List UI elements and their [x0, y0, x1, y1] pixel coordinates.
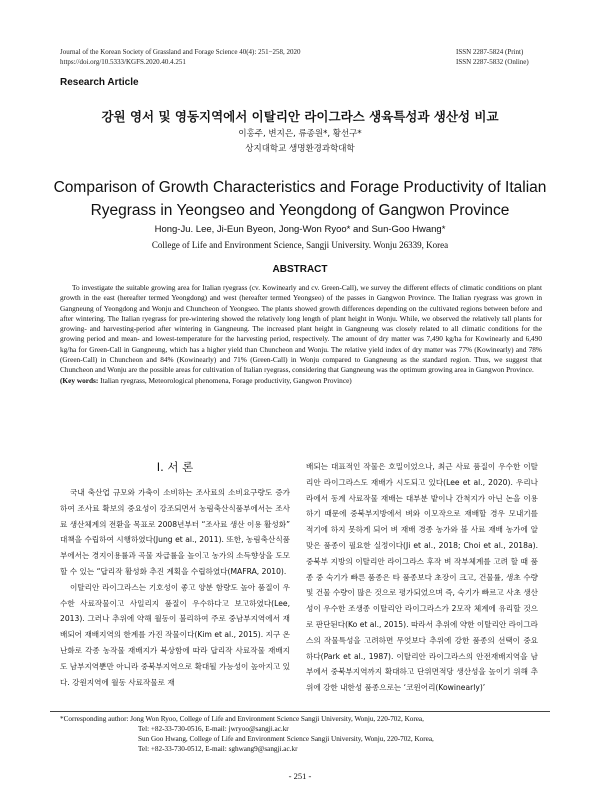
footnote-line-1: *Corresponding author: Jong Won Ryoo, College of Life and Environment Science Sangji University, Wonju, 220-702, Korea, — [60, 715, 424, 723]
keywords-label: (Key words: — [60, 375, 99, 385]
footnote-divider — [50, 711, 550, 712]
intro-paragraph-1: 국내 축산업 규모와 가축이 소비하는 조사료의 소비요구량도 증가하여 조사료 확보의 중요성이 강조되면서 농림축산식품부에서는 조사료 생산체계의 전환을 목표로 2008년부터 “조사료 생산 이용 활성화” 대책을 수립하여 시행하였다(Jung et al., 2011). 또한, 농림축산식품부에서는 경지이용률과 곡물 자급률을 높이고 농가의 소득향상을 도모할 수 있는 “답리작 활성화 추진 계획을 수립하였다(MAFRA, 2010). — [60, 488, 290, 576]
journal-citation: Journal of the Korean Society of Grassland and Forage Science 40(4): 251−258, 2020 — [60, 48, 301, 56]
abstract-text: To investigate the suitable growing area for Italian ryegrass (cv. Kowinearly and cv. Green-Call), we survey the different effects of climatic conditions on plant growth in the east (hereafter termed Yeongdong) and west (hereafter termed Yeongseo) of the passes in Gangwon Province. The Italian ryegrass was grown in Gangneung of Yeongdong and Wonju and Chuncheon of Yeongseo. The plants showed growth differences depending on the cultivated regions between before and after wintering. The Italian ryegrass for pre-wintering showed the relatively long length of plant height in Wonju. While, we observed the relatively tall plants for growing- and harvesting-period after wintering in Gangneung. The increased plant height in Gangneung was closely related to all climatic conditions for the growing period and mean- and lowest-temperature for the harvesting period, respectively. The amount of dry matter was 7,490 kg/ha for Kowinearly and 6,490 kg/ha for Green-Call in Gangneung, which has a higher yield than Chuncheon and Wonju. The relative yield index of dry matter was 77% (Kowinearly) and 78% (Green-Call) in Chuncheon and 84% (Kowinearly) and 71% (Green-Call) in Wonju compared to Gangneung as the standard region. Thus, we suggest that Chuncheon and Wonju are the possible areas for cultivation of Italian ryegrass, considering that Gangneung was the optimum growing area in Gangwon Province. — [60, 283, 542, 375]
left-column — [60, 485, 290, 690]
korean-authors: 이홍주, 변지은, 류종원*, 황선구* — [238, 129, 362, 139]
intro-paragraph-2: 이탈리안 라이그라스는 기호성이 좋고 양분 함량도 높아 품질이 우수한 사료작물이고 사일리지 품질이 우수하다고 보고하였다(Lee, 2013). 그러나 추위에 약해 월동이 불리하여 주로 중남부지역에서 재배되어 재배지역의 한계를 가진 작물이다(Kim et al., 2015). 지구 온난화로 각종 농작물 재배지가 북상함에 따라 답리작 사료작물 재배지도 남부지역뿐만 아니라 중북부지역으로 확대될 가능성이 높아지고 있다. 강원지역에 월동 사료작물로 재 — [60, 582, 290, 687]
keywords-text: Italian ryegrass, Meteorological phenomena, Forage productivity, Gangwon Province) — [98, 375, 352, 385]
issn-online: ISSN 2287-5832 (Online) — [456, 58, 529, 66]
english-authors: Hong-Ju. Lee, Ji-Eun Byeon, Jong-Won Ryoo* and Sun-Goo Hwang* — [154, 224, 446, 235]
issn-print: ISSN 2287-5824 (Print) — [456, 48, 524, 56]
intro-paragraph-3: 배되는 대표적인 작물은 호밀이었으나, 최근 사료 품질이 우수한 이탈리안 라이그라스도 재배가 시도되고 있다(Lee et al., 2020). 우리나라에서 동계 사료작물 재배는 대부분 밭이나 간척지가 아닌 논을 이용하기 때문에 중북부지방에서 벼와 이모작으로 재배할 경우 모내기를 적기에 하지 못하게 되어 벼 재배 경종 농가와 볼 사료 재배 농가에 알맞은 품종이 필요한 실정이다(Ji et al., 2018; Choi et al., 2018a). 중북부 지방의 이탈리안 라이그라스 후작 벼 작부체계를 고려 할 때 품종 중 숙기가 빠른 품종은 타 품종보다 초장이 크고, 건물률, 생초 수량 및 건물 수량이 많은 것으로 평가되었으며 즉, 숙기가 빠르고 사초 생산성이 우수한 조생종 이탈리안 라이그라스가 2모작 체계에 유리할 것으로 판단된다(Ko et al., 2015). 따라서 추위에 약한 이탈리안 라이그라스의 작물특성을 고려하면 무엇보다 추위에 강한 품종의 선택이 중요하다(Park et al., 1987). 이탈리안 라이그라스의 안전재배지역을 남부에서 중북부지역까지 확대하고 단위면적당 생산성을 높이기 위해 추위에 강한 내한성 품종으로는 ‘코윈어리(Kowinearly)’ — [306, 462, 538, 693]
section-heading-introduction: Ⅰ. 서 론 — [156, 460, 194, 474]
footnote-line-4: Tel: +82-33-730-0512, E-mail: sghwang9@sangji.ac.kr — [138, 745, 298, 753]
right-column — [306, 459, 538, 696]
abstract-heading: ABSTRACT — [272, 264, 328, 275]
english-title-line2: Ryegrass in Yeongseo and Yeongdong of Gangwon Province — [90, 202, 510, 219]
korean-title: 강원 영서 및 영동지역에서 이탈리안 라이그라스 생육특성과 생산성 비교 — [101, 109, 499, 124]
keywords — [60, 376, 542, 386]
english-affiliation: College of Life and Environment Science, Sangji University. Wonju 26339, Korea — [151, 240, 449, 250]
abstract-body — [60, 283, 542, 386]
page-number: - 251 - — [288, 771, 312, 781]
footnote-line-2: Tel: +82-33-730-0516, E-mail: jwryoo@sangji.ac.kr — [138, 725, 289, 733]
article-type: Research Article — [60, 77, 139, 88]
korean-affiliation: 상지대학교 생명환경과학대학 — [245, 144, 355, 154]
footnote-line-3: Sun Goo Hwang, College of Life and Environment Science Sangji University, Wonju, 220-702, Korea, — [138, 735, 434, 743]
english-title-line1: Comparison of Growth Characteristics and Forage Productivity of Italian — [53, 179, 547, 196]
doi-link[interactable]: https://doi.org/10.5333/KGFS.2020.40.4.251 — [60, 58, 186, 66]
